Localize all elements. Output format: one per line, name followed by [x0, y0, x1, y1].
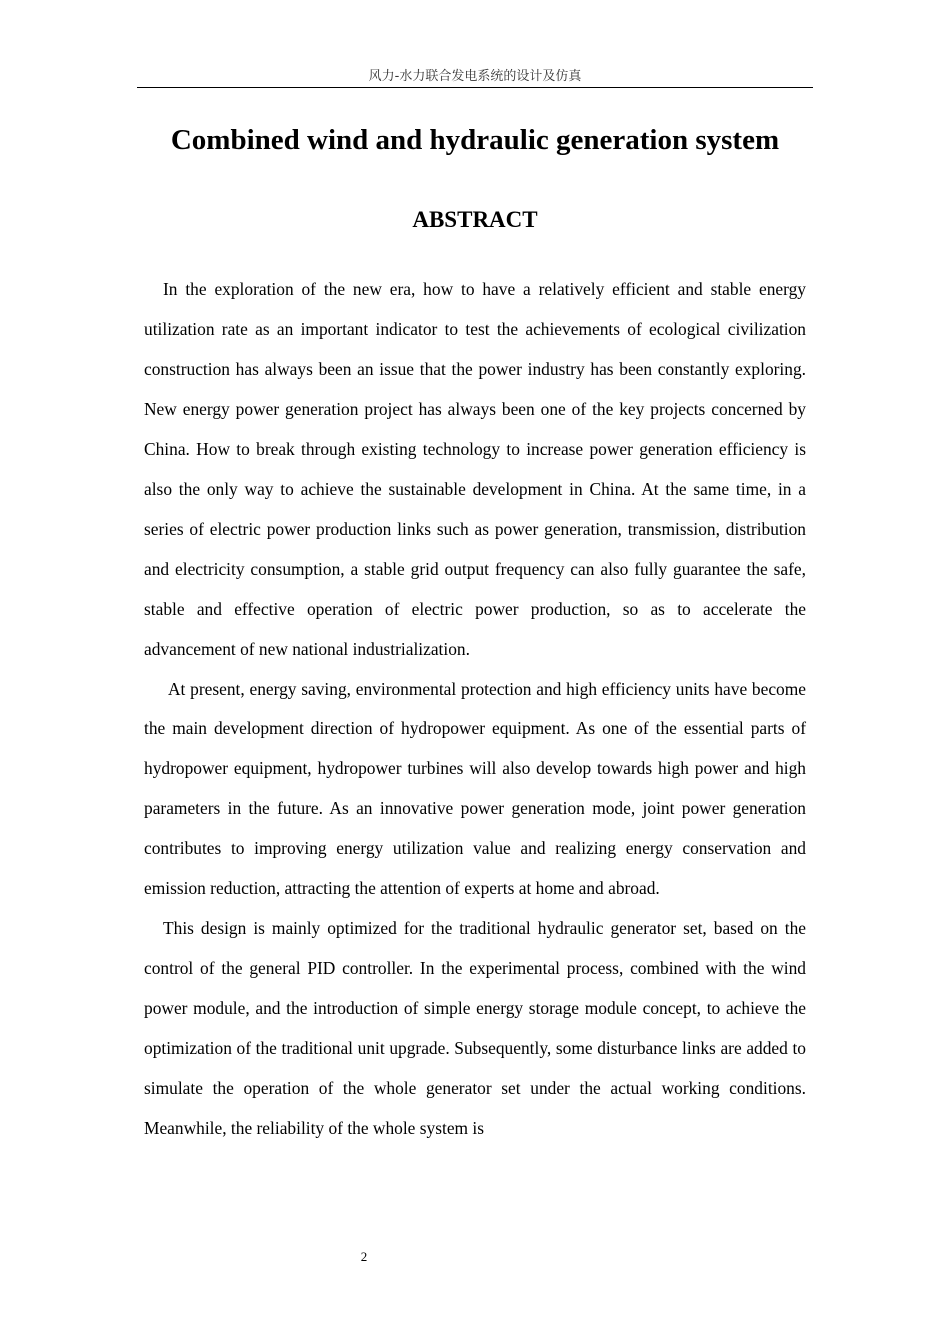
header-rule [137, 87, 813, 88]
abstract-body [144, 270, 806, 1149]
abstract-paragraph-3: This design is mainly optimized for the traditional hydraulic generator set, based on the control of the general PID controller. In the experimental process, combined with the wind power module, and the introduction of simple energy storage module concept, to achieve the optimization of the traditional unit upgrade. Subsequently, some disturbance links are added to simulate the operation of the whole generator set under the actual working conditions. Meanwhile, the reliability of the whole system is [144, 918, 806, 1139]
abstract-heading: ABSTRACT [412, 207, 538, 232]
running-header: 风力-水力联合发电系统的设计及仿真 [368, 69, 582, 84]
document-title: Combined wind and hydraulic generation system [170, 124, 780, 156]
abstract-paragraph-1: In the exploration of the new era, how to have a relatively efficient and stable energy utilization rate as an important indicator to test the achievements of ecological civilization construction has always been an issue that the power industry has been constantly exploring. New energy power generation project has always been one of the key projects concerned by China. How to break through existing technology to increase power generation efficiency is also the only way to achieve the sustainable development in China. At the same time, in a series of electric power production links such as power generation, transmission, distribution and electricity consumption, a stable grid output frequency can also fully guarantee the safe, stable and effective operation of electric power production, so as to accelerate the advancement of new national industrialization. [144, 279, 806, 659]
page-number: 2 [360, 1249, 368, 1264]
abstract-paragraph-2: At present, energy saving, environmental protection and high efficiency units have become the main development direction of hydropower equipment. As one of the essential parts of hydropower equipment, hydropower turbines will also develop towards high power and high parameters in the future. As an innovative power generation mode, joint power generation contributes to improving energy utilization value and realizing energy conservation and emission reduction, attracting the attention of experts at home and abroad. [144, 678, 806, 899]
